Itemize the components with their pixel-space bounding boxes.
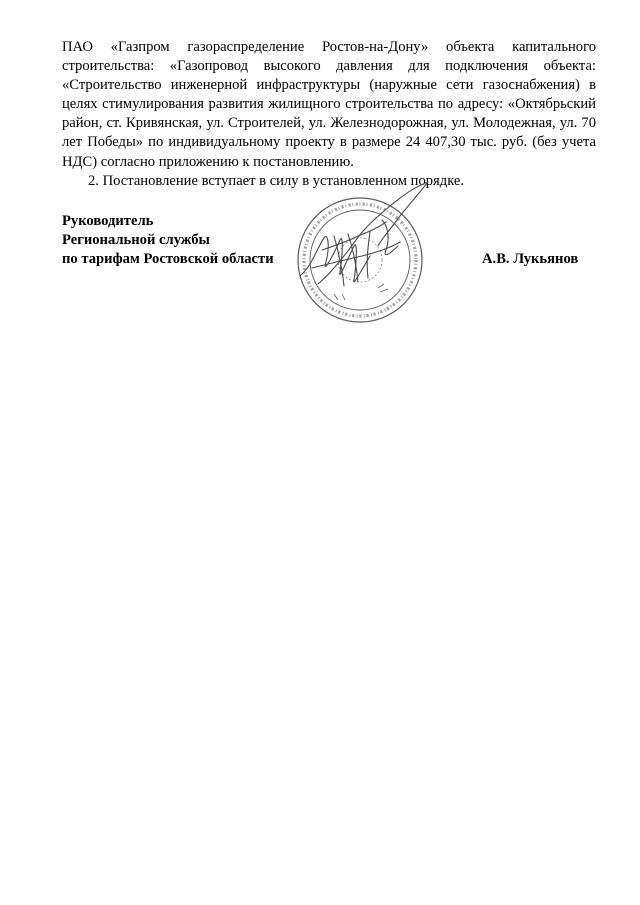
position-line-3: по тарифам Ростовской области (62, 251, 274, 267)
position-line-1: Руководитель (62, 213, 154, 229)
signatory-name: А.В. Лукьянов (482, 251, 579, 267)
position-line-2: Региональной службы (62, 232, 210, 248)
paragraph-1: ПАО «Газпром газораспределение Ростов-на-Дону» объекта капитального строительства: «Газопровод высокого давления для подключения объекта: «Строительство инженерной инфраструктуры (наружные сети газоснабжения) в целях стимулирования развития жилищного строительства по адресу: «Октябрьский район, ст. Кривянская, ул. Строителей, ул. Железнодорожная, ул. Молодежная, ул. 70 лет Победы» по индивидуальному проекту в размере 24 407,30 тыс. руб. (без учета НДС) согласно приложению к постановлению. (62, 39, 596, 170)
seal-mark-1 (378, 284, 388, 292)
seal-outer-ring (298, 198, 422, 322)
paragraph-2: 2. Постановление вступает в силу в установленном порядке. (88, 172, 465, 189)
signatory-position (62, 212, 274, 269)
seal-mark-2 (334, 294, 345, 300)
document-body (62, 38, 596, 191)
seal-lettering-band (304, 204, 416, 316)
seal-inner-ring (310, 210, 410, 310)
seal-signature-icon (282, 176, 442, 326)
